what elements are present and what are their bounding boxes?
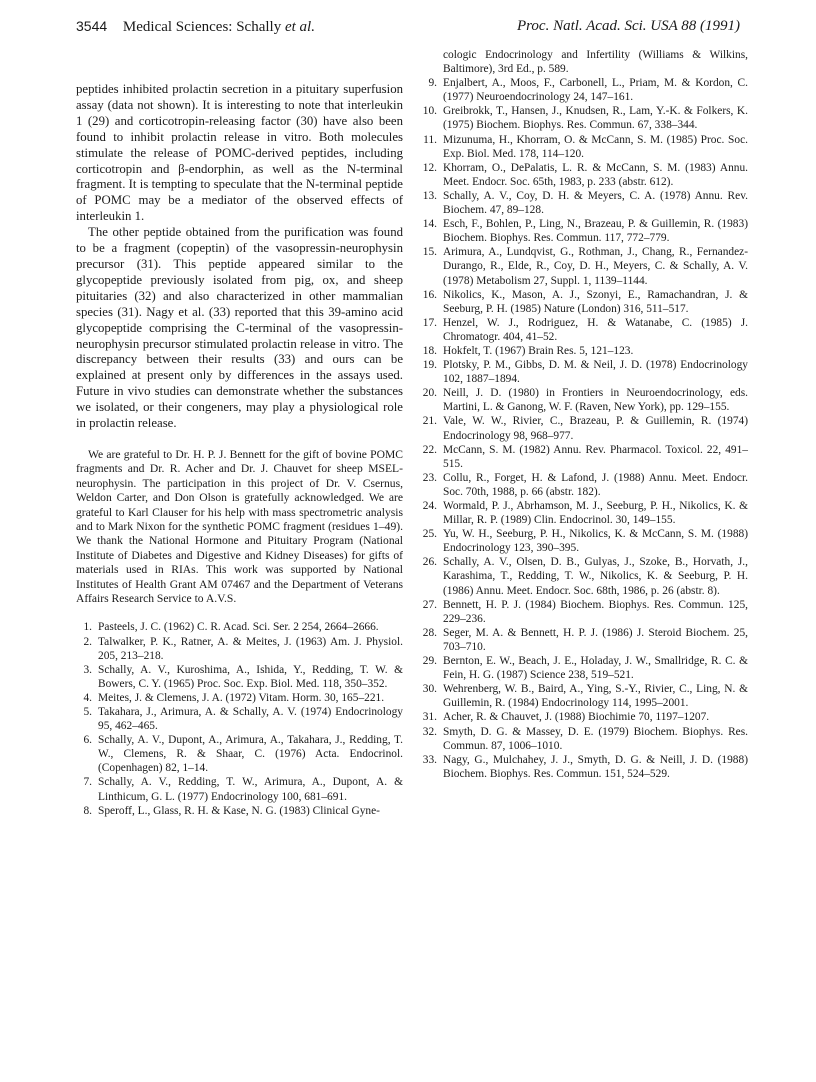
reference-text: Speroff, L., Glass, R. H. & Kase, N. G. (1983) Clinical Gyne-	[98, 804, 380, 817]
reference-number: 26.	[422, 556, 437, 569]
reference-number: 10.	[422, 105, 437, 118]
acknowledgments: We are grateful to Dr. H. P. J. Bennett for the gift of bovine POMC fragments and Dr. R. Acher and Dr. J. Chauvet for sheep MSEL-neurophysin. The participation in this project of Dr. V. Csernus, Weldon Carter, and Don Olson is gratefully acknowledged. We are grateful to Karl Clauser for his help with mass spectrometric analysis and to Mark Nixon for the synthetic POMC fragment (residues 1–49). We thank the National Hormone and Pituitary Program (National Institute of Diabetes and Digestive and Kidney Diseases) for gifts of materials used in RIAs. This work was supported by National Institutes of Health Grant AM 07467 and the Department of Veterans Affairs Research Service to A.V.S.	[76, 447, 403, 605]
reference-number: 30.	[422, 683, 437, 696]
reference-list-left	[76, 620, 403, 817]
reference-text: Acher, R. & Chauvet, J. (1988) Biochimie 70, 1197–1207.	[443, 711, 710, 724]
reference-text: Wormald, P. J., Abrhamson, M. J., Seeburg, P. H., Nikolics, K. & Millar, R. P. (1989) Clin. Endocrinol. 30, 149–155.	[443, 500, 748, 527]
reference-item	[421, 626, 748, 654]
reference-text: Greibrokk, T., Hansen, J., Knudsen, R., Lam, Y.-K. & Folkers, K. (1975) Biochem. Biophys. Res. Commun. 67, 338–344.	[443, 105, 748, 132]
reference-number: 8.	[83, 804, 92, 817]
reference-number: 23.	[422, 471, 437, 484]
reference-item	[421, 344, 748, 358]
reference-item	[421, 161, 748, 189]
running-head-left	[76, 18, 315, 36]
reference-item	[421, 555, 748, 597]
reference-text: Schally, A. V., Dupont, A., Arimura, A., Takahara, J., Redding, T. W., Clemens, R. & Shaar, C. (1976) Acta. Endocrinol. (Copenhagen) 82, 1–14.	[98, 734, 403, 775]
reference-text: Smyth, D. G. & Massey, D. E. (1979) Biochem. Biophys. Res. Commun. 87, 1006–1010.	[443, 725, 748, 752]
reference-number: 14.	[422, 218, 437, 231]
reference-text: Schally, A. V., Olsen, D. B., Gulyas, J., Szoke, B., Horvath, J., Karashima, T., Redding, T. W., Nikolics, K. & Seeburg, P. H. (1986) Annu. Meet. Endocr. Soc. 68th, 1986, p. 26 (abstr. 8).	[443, 556, 748, 597]
reference-text: Seger, M. A. & Bennett, H. P. J. (1986) J. Steroid Biochem. 25, 703–710.	[443, 626, 748, 653]
reference-number: 19.	[422, 359, 437, 372]
reference-item	[421, 133, 748, 161]
reference-text: Mizunuma, H., Khorram, O. & McCann, S. M. (1985) Proc. Soc. Exp. Biol. Med. 178, 114–120.	[443, 133, 748, 160]
reference-number: 16.	[422, 288, 437, 301]
reference-item	[76, 705, 403, 733]
reference-text: Talwalker, P. K., Ratner, A. & Meites, J. (1963) Am. J. Physiol. 205, 213–218.	[98, 635, 403, 662]
reference-text: Schally, A. V., Coy, D. H. & Meyers, C. A. (1978) Annu. Rev. Biochem. 47, 89–128.	[443, 189, 748, 217]
reference-text: Nikolics, K., Mason, A. J., Szonyi, E., Ramachandran, J. & Seeburg, P. H. (1985) Nature (London) 316, 511–517.	[443, 288, 748, 315]
reference-item	[76, 733, 403, 775]
paragraph-1: peptides inhibited prolactin secretion in a pituitary superfusion assay (data not shown). It is interesting to note that interleukin 1 (29) and corticotropin-releasing factor (30) have also been found to inhibit prolactin release in vitro. Both molecules stimulate the release of POMC-derived peptides, including corticotropin and β-endorphin, as well as the N-terminal fragment. It is tempting to speculate that the N-terminal peptide of POMC may be a mediator of the observed effects of interleukin 1.	[76, 82, 403, 224]
reference-number: 3.	[83, 663, 92, 676]
reference-number: 29.	[422, 655, 437, 668]
reference-text: Esch, F., Bohlen, P., Ling, N., Brazeau, P. & Guillemin, R. (1983) Biochem. Biophys. Res. Commun. 117, 772–779.	[443, 218, 748, 245]
reference-text: Henzel, W. J., Rodriguez, H. & Watanabe, C. (1985) J. Chromatogr. 404, 41–52.	[443, 316, 748, 343]
reference-number: 25.	[422, 528, 437, 541]
reference-text: Yu, W. H., Seeburg, P. H., Nikolics, K. & McCann, S. M. (1988) Endocrinology 123, 390–395.	[443, 528, 748, 555]
reference-text: Plotsky, P. M., Gibbs, D. M. & Neil, J. D. (1978) Endocrinology 102, 1887–1894.	[443, 359, 748, 386]
page-header	[0, 18, 816, 40]
reference-item	[421, 654, 748, 682]
reference-item	[421, 288, 748, 316]
right-column	[421, 48, 748, 781]
paragraph-2: The other peptide obtained from the purification was found to be a fragment (copeptin) of the vasopressin-neurophysin precursor (31). This peptide appeared similar to the glycopeptide previously isolated from pig, ox, and sheep pituitaries (32) and also characterized in other mammalian species (31). Nagy et al. (33) reported that this 39-amino acid glycopeptide comprising the C-terminal of the vasopressin-neurophysin precursor stimulated prolactin release in vitro. The discrepancy between their results (33) and ours can be explained at present only by differences in the assays used. Future in vivo studies can demonstrate whether the substances we isolated, or their congeners, may play a physiological role in prolactin release.	[76, 225, 403, 431]
reference-text: Hokfelt, T. (1967) Brain Res. 5, 121–123.	[443, 344, 634, 357]
reference-number: 31.	[422, 711, 437, 724]
reference-number: 6.	[83, 734, 92, 747]
reference-number: 15.	[422, 246, 437, 259]
reference-number: 17.	[422, 316, 437, 329]
reference-text: Wehrenberg, W. B., Baird, A., Ying, S.-Y., Rivier, C., Ling, N. & Guillemin, R. (1984) Endocrinology 114, 1995–2001.	[443, 683, 748, 710]
reference-text: Bernton, E. W., Beach, J. E., Holaday, J. W., Smallridge, R. C. & Fein, H. G. (1987) Science 238, 519–521.	[443, 655, 748, 682]
reference-item	[76, 804, 403, 818]
reference-number: 12.	[422, 161, 437, 174]
reference-text: Schally, A. V., Redding, T. W., Arimura, A., Dupont, A. & Linthicum, G. L. (1977) Endocrinology 100, 681–691.	[98, 776, 403, 803]
reference-item	[421, 414, 748, 442]
reference-item	[421, 682, 748, 710]
running-head-section: Medical Sciences: Schally	[122, 19, 285, 35]
page-number: 3544	[76, 18, 108, 34]
reference-item	[421, 753, 748, 781]
reference-text: Nagy, G., Mulchahey, J. J., Smyth, D. G. & Neill, J. D. (1988) Biochem. Biophys. Res. Commun. 151, 524–529.	[443, 753, 748, 780]
reference-list-right	[421, 48, 748, 781]
body-text	[76, 82, 403, 432]
reference-number: 33.	[422, 753, 437, 766]
reference-item	[421, 527, 748, 555]
reference-text: Takahara, J., Arimura, A. & Schally, A. V. (1974) Endocrinology 95, 462–465.	[98, 705, 403, 733]
reference-number: 32.	[422, 725, 437, 738]
reference-number: 7.	[83, 776, 92, 789]
reference-item	[421, 443, 748, 471]
reference-item	[76, 635, 403, 663]
reference-text: Khorram, O., DePalatis, L. R. & McCann, S. M. (1983) Annu. Meet. Endocr. Soc. 65th, 1983, p. 233 (abstr. 612).	[443, 161, 748, 188]
reference-item	[421, 189, 748, 217]
reference-item	[421, 245, 748, 287]
reference-item	[421, 358, 748, 386]
reference-text: McCann, S. M. (1982) Annu. Rev. Pharmacol. Toxicol. 22, 491–515.	[443, 443, 748, 470]
reference-text: Enjalbert, A., Moos, F., Carbonell, L., Priam, M. & Kordon, C. (1977) Neuroendocrinology 24, 147–161.	[443, 77, 748, 104]
reference-item	[421, 76, 748, 104]
reference-item	[421, 386, 748, 414]
reference-item	[76, 691, 403, 705]
reference-number: 4.	[83, 691, 92, 704]
reference-text: Arimura, A., Lundqvist, G., Rothman, J., Chang, R., Fernandez-Durango, R., Elde, R., Coy, D. H., Meyers, C. & Schally, A. V. (1978) Metabolism 27, Suppl. 1, 1139–1144.	[443, 246, 748, 287]
reference-number: 28.	[422, 626, 437, 639]
reference-text: Bennett, H. P. J. (1984) Biochem. Biophys. Res. Commun. 125, 229–236.	[443, 598, 748, 625]
running-head-et-al: et al.	[284, 19, 315, 35]
reference-number: 5.	[83, 705, 92, 718]
reference-number: 1.	[83, 621, 92, 634]
reference-number: 21.	[422, 415, 437, 428]
reference-number: 2.	[83, 635, 92, 648]
left-column	[76, 82, 403, 818]
reference-number: 20.	[422, 387, 437, 400]
reference-item	[421, 217, 748, 245]
journal-citation: Proc. Natl. Acad. Sci. USA 88 (1991)	[516, 18, 740, 34]
reference-text: Pasteels, J. C. (1962) C. R. Acad. Sci. Ser. 2 254, 2664–2666.	[98, 621, 379, 634]
reference-continuation: cologic Endocrinology and Infertility (Williams & Wilkins, Baltimore), 3rd Ed., p. 589.	[443, 49, 748, 76]
reference-number: 18.	[422, 344, 437, 357]
reference-text: Collu, R., Forget, H. & Lafond, J. (1988) Annu. Meet. Endocr. Soc. 70th, 1988, p. 66 (abstr. 182).	[443, 471, 748, 498]
reference-text: Meites, J. & Clemens, J. A. (1972) Vitam. Horm. 30, 165–221.	[98, 691, 385, 704]
reference-item	[76, 663, 403, 691]
reference-item	[421, 316, 748, 344]
reference-item	[76, 775, 403, 803]
reference-item	[421, 598, 748, 626]
reference-item	[421, 471, 748, 499]
reference-number: 24.	[422, 500, 437, 512]
reference-text: Neill, J. D. (1980) in Frontiers in Neuroendocrinology, eds. Martini, L. & Ganong, W. F. (Raven, New York), pp. 129–155.	[443, 387, 748, 414]
reference-item	[421, 499, 748, 527]
reference-item	[421, 710, 748, 724]
reference-item	[421, 725, 748, 753]
reference-number: 13.	[422, 189, 437, 202]
reference-text: Schally, A. V., Kuroshima, A., Ishida, Y., Redding, T. W. & Bowers, C. Y. (1965) Proc. Soc. Exp. Biol. Med. 118, 350–352.	[98, 663, 403, 690]
reference-number: 11.	[423, 133, 437, 146]
reference-number: 9.	[428, 77, 437, 90]
reference-text: Vale, W. W., Rivier, C., Brazeau, P. & Guillemin, R. (1974) Endocrinology 98, 968–977.	[443, 415, 748, 442]
reference-item	[421, 104, 748, 132]
reference-number: 22.	[422, 443, 437, 456]
reference-item	[76, 620, 403, 634]
reference-number: 27.	[422, 598, 437, 611]
